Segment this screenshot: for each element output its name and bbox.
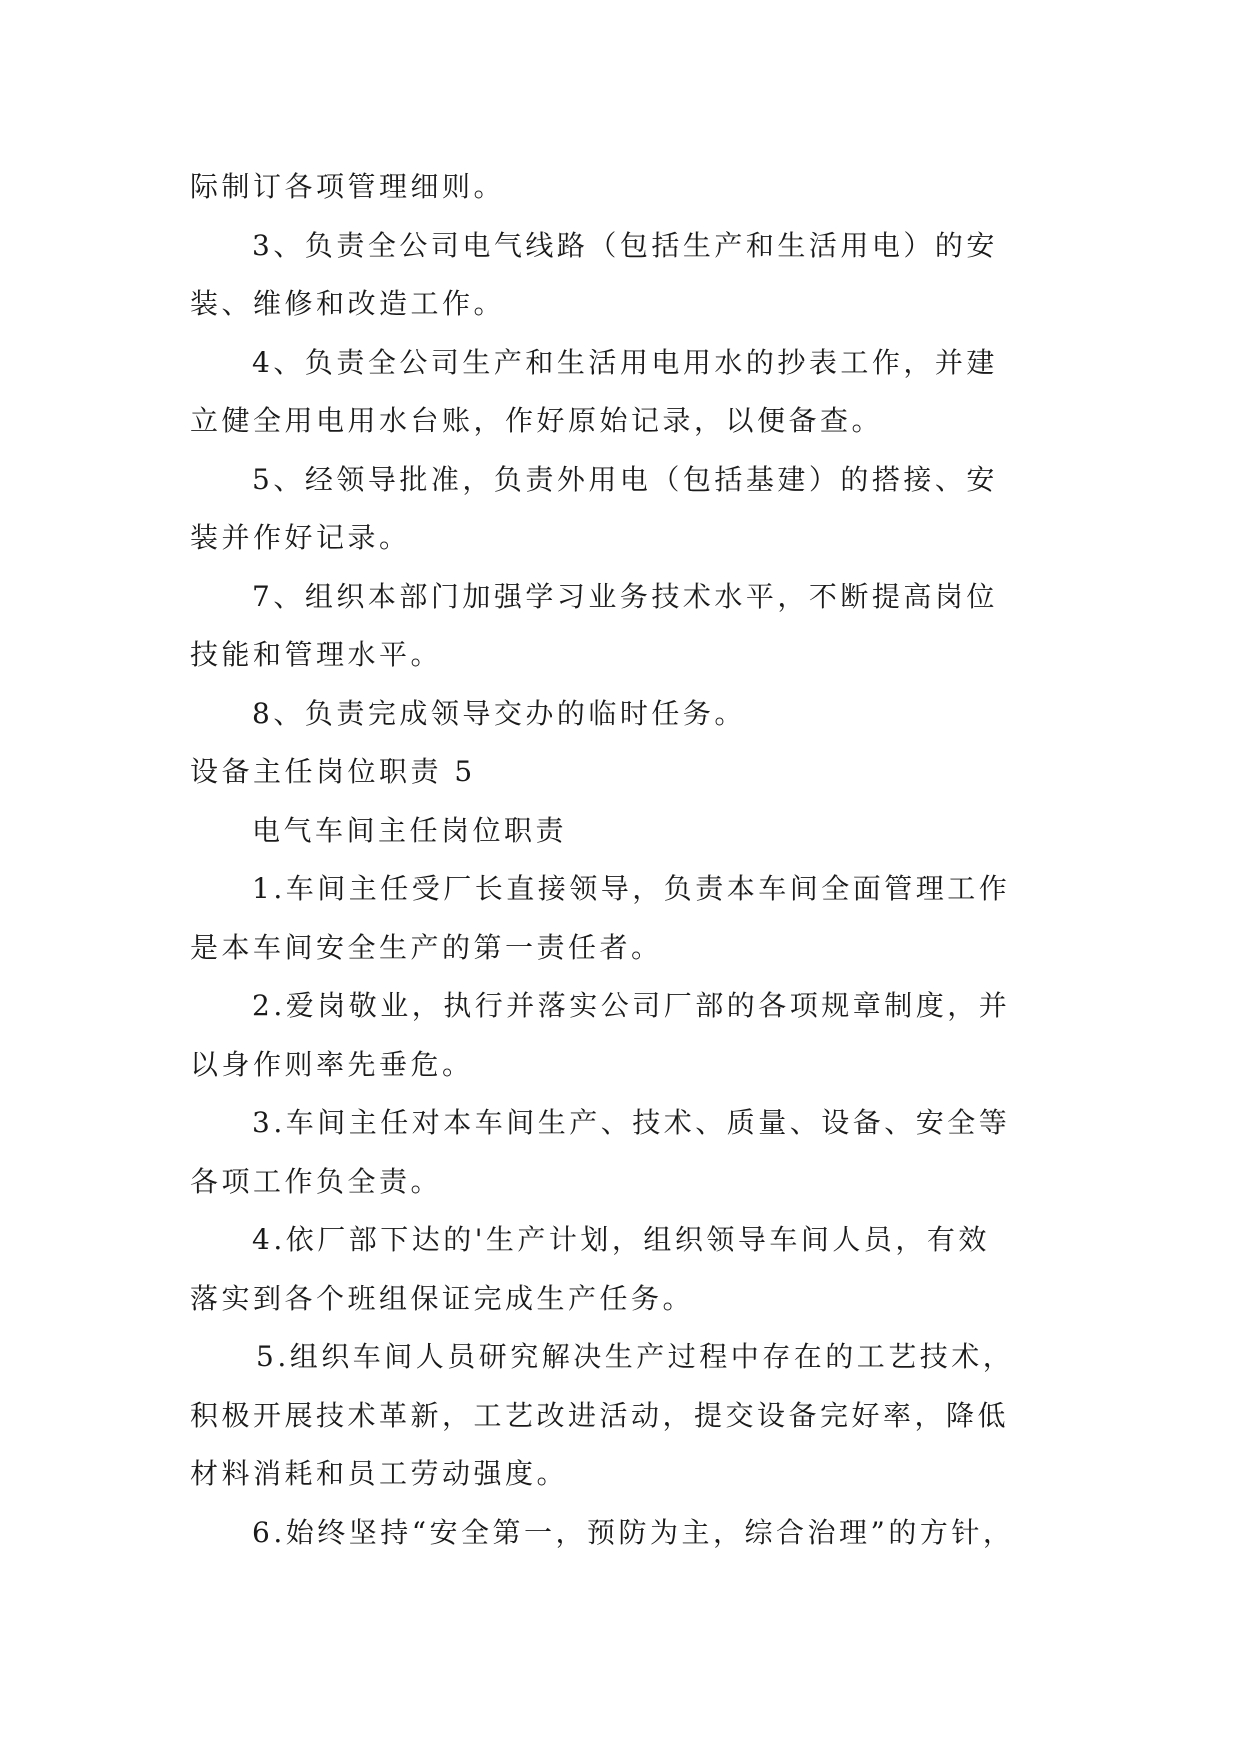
section-heading: 设备主任岗位职责 5 bbox=[190, 755, 476, 788]
text-line: 积极开展技术革新，工艺改进活动，提交设备完好率，降低 bbox=[190, 1398, 1010, 1432]
text-line: 5、经领导批准，负责外用电（包括基建）的搭接、安 bbox=[252, 462, 998, 496]
text-line: 材料消耗和员工劳动强度。 bbox=[190, 1457, 569, 1490]
text-line: 6.始终坚持“安全第一，预防为主，综合治理”的方针， bbox=[252, 1515, 1015, 1549]
text-line: 7、组织本部门加强学习业务技术水平，不断提高岗位 bbox=[252, 579, 998, 613]
text-line: 装、维修和改造工作。 bbox=[190, 287, 506, 320]
text-line: 1.车间主任受厂长直接领导，负责本车间全面管理工作 bbox=[252, 872, 1011, 905]
text-line: 落实到各个班组保证完成生产任务。 bbox=[190, 1281, 695, 1315]
text-line: 4.依厂部下达的'生产计划，组织领导车间人员，有效 bbox=[252, 1223, 990, 1256]
text-line: 各项工作负全责。 bbox=[190, 1164, 443, 1198]
text-line: 5.组织车间人员研究解决生产过程中存在的工艺技术， bbox=[256, 1340, 1015, 1373]
text-line: 3.车间主任对本车间生产、技术、质量、设备、安全等 bbox=[252, 1106, 1011, 1139]
subsection-title: 电气车间主任岗位职责 bbox=[252, 813, 568, 847]
text-line: 际制订各项管理细则。 bbox=[190, 170, 506, 203]
text-line: 是本车间安全生产的第一责任者。 bbox=[190, 930, 663, 964]
text-line: 2.爱岗敬业，执行并落实公司厂部的各项规章制度，并 bbox=[252, 989, 1011, 1022]
text-line: 装并作好记录。 bbox=[190, 521, 411, 554]
text-line: 技能和管理水平。 bbox=[190, 638, 443, 671]
document-body bbox=[190, 158, 1052, 1562]
text-line: 立健全用电用水台账，作好原始记录，以便备查。 bbox=[190, 404, 884, 437]
text-line: 3、负责全公司电气线路（包括生产和生活用电）的安 bbox=[252, 228, 998, 262]
text-line: 4、负责全公司生产和生活用电用水的抄表工作，并建 bbox=[252, 345, 998, 379]
text-line: 以身作则率先垂危。 bbox=[190, 1047, 474, 1081]
text-line: 8、负责完成领导交办的临时任务。 bbox=[252, 696, 746, 730]
